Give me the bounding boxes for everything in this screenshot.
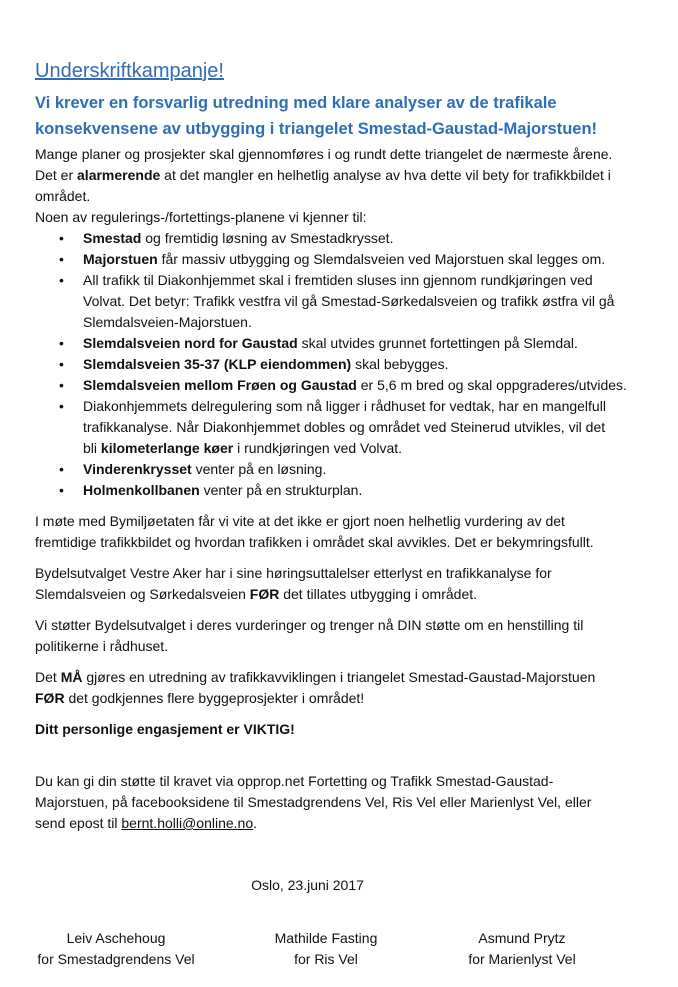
list-item: • Smestad og fremtidig løsning av Smestadkrysset.: [35, 228, 650, 249]
signature-block: [422, 928, 622, 970]
bullet-icon: •: [59, 461, 64, 477]
text-line: Mange planer og prosjekter skal gjennomføres i og rundt dette triangelet de nærmeste årene.: [35, 146, 613, 162]
paragraph-contact: Du kan gi din støtte til kravet via opprop.net Fortetting og Trafikk Smestad-Gaustad- Majorstuen, på facebooksidene til Smestadgrendens Vel, Ris Vel eller Marienlyst Vel, eller send epost til bernt.holli@online.no.: [35, 773, 592, 831]
document-date: Oslo, 23.juni 2017: [251, 877, 364, 893]
page-title: Underskriftkampanje!: [35, 60, 224, 82]
signature-block: [226, 928, 426, 970]
subtitle-line: Vi krever en forsvarlig utredning med klare analyser av de trafikale: [35, 94, 557, 112]
subtitle: [35, 90, 650, 142]
signer-name: Mathilde Fasting: [274, 930, 378, 946]
list-item: • All trafikk til Diakonhjemmet skal i fremtiden sluses inn gjennom rundkjøringen ved Volvat. Det betyr: Trafikk vestfra vil gå Smestad-Sørkedalsveien og trafikk østfra vil gå Slemdalsveien-Majorstuen.: [59, 272, 615, 330]
paragraph-demand: Det MÅ gjøres en utredning av trafikkavviklingen i triangelet Smestad-Gaustad-Majorstuen FØR det godkjennes flere byggeprosjekter i området!: [35, 669, 596, 706]
signer-name: Leiv Aschehoug: [66, 930, 166, 946]
paragraph-bydelsutvalget: Bydelsutvalget Vestre Aker har i sine høringsuttalelser etterlyst en trafikkanalyse for Slemdalsveien og Sørkedalsveien FØR det tillates utbygging i området.: [35, 565, 552, 602]
signer-org: for Marienlyst Vel: [468, 951, 576, 967]
bullet-icon: •: [59, 482, 64, 498]
bullet-icon: •: [59, 272, 64, 288]
list-item: • Vinderenkrysset venter på en løsning.: [35, 459, 650, 480]
document-page: [35, 58, 650, 834]
list-item: • Slemdalsveien mellom Frøen og Gaustad er 5,6 m bred og skal oppgraderes/utvides.: [35, 375, 650, 396]
text-line: Noen av regulerings-/fortettings-planene vi kjenner til:: [35, 209, 367, 225]
bullet-icon: •: [59, 398, 64, 414]
paragraph-engagement: Ditt personlige engasjement er VIKTIG!: [35, 721, 295, 737]
list-item: • Majorstuen får massiv utbygging og Slemdalsveien ved Majorstuen skal legges om.: [35, 249, 650, 270]
bullet-icon: •: [59, 251, 64, 267]
list-item: • Slemdalsveien 35-37 (KLP eiendommen) skal bebygges.: [35, 354, 650, 375]
text-line: området.: [35, 188, 91, 204]
list-item: • Holmenkollbanen venter på en strukturplan.: [35, 480, 650, 501]
list-item: • Slemdalsveien nord for Gaustad skal utvides grunnet fortettingen på Slemdal.: [35, 333, 650, 354]
signature-block: [16, 928, 216, 970]
signer-org: for Smestadgrendens Vel: [37, 951, 195, 967]
bullet-icon: •: [59, 335, 64, 351]
bullet-icon: •: [59, 377, 64, 393]
plan-list: [35, 228, 650, 501]
text-line: Det er alarmerende at det mangler en helhetlig analyse av hva dette vil bety for trafikkbildet i: [35, 167, 611, 183]
emphasis: alarmerende: [77, 167, 161, 183]
bullet-icon: •: [59, 356, 64, 372]
subtitle-line: konsekvensene av utbygging i triangelet Smestad-Gaustad-Majorstuen!: [35, 120, 598, 138]
signer-name: Asmund Prytz: [478, 930, 566, 946]
email-link[interactable]: bernt.holli@online.no: [121, 815, 254, 831]
list-item: • Diakonhjemmets delregulering som nå ligger i rådhuset for vedtak, har en mangelfull trafikkanalyse. Når Diakonhjemmet dobles og området ved Steinerud utvikles, vil det bli kilometerlange køer i rundkjøringen ved Volvat.: [59, 398, 606, 456]
paragraph-support: Vi støtter Bydelsutvalget i deres vurderinger og trenger nå DIN støtte om en henstilling til politikerne i rådhuset.: [35, 617, 584, 654]
intro-paragraph: [35, 144, 650, 228]
signer-org: for Ris Vel: [294, 951, 358, 967]
paragraph-bymiljoetaten: I møte med Bymiljøetaten får vi vite at det ikke er gjort noen helhetlig vurdering av det fremtidige trafikkbildet og hvordan trafikken i området skal avvikles. Det er bekymringsfullt.: [35, 513, 594, 550]
bullet-icon: •: [59, 230, 64, 246]
